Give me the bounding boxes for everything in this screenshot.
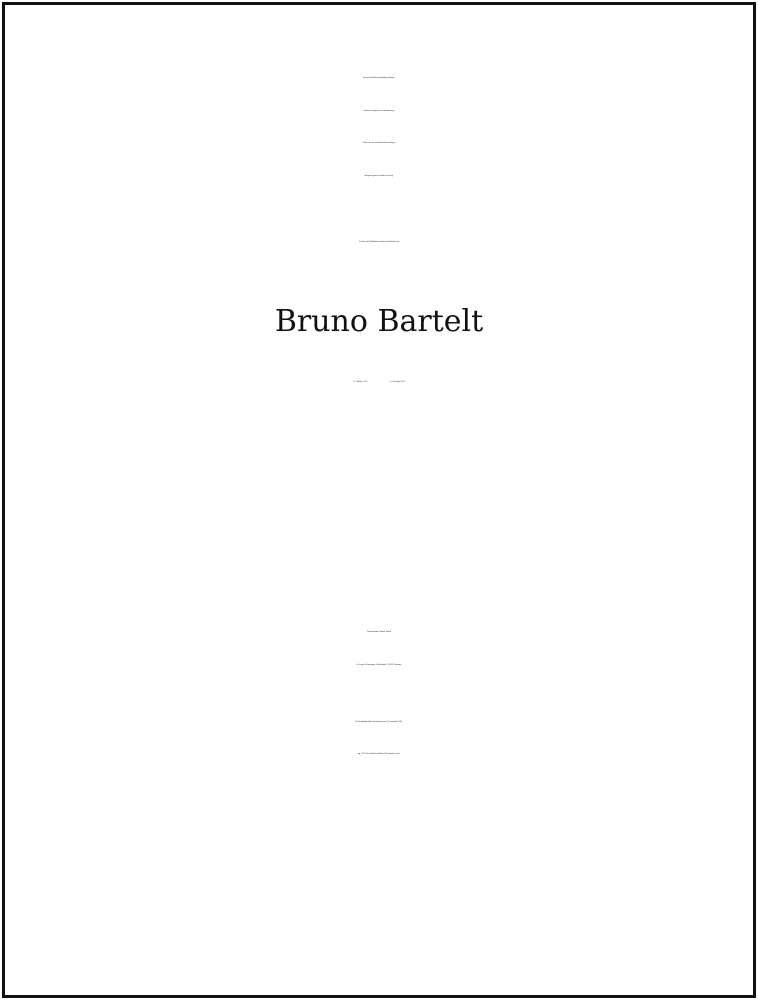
deceased-name: Bruno Bartelt (274, 304, 484, 339)
intro-text: In Liebe und Dankbarkeit nehmen wir Abschied von (359, 242, 399, 243)
thanks-note (5, 916, 753, 969)
funeral-line: Die Beerdigung findet am Samstag, dem 18. September 2021, (355, 722, 403, 723)
poem-line: und ganz gewiss an jedem neuen Tag. (364, 175, 394, 177)
birth-date: * 25. Oktober 1935 (352, 382, 368, 383)
donation-line (5, 839, 753, 866)
death-date: † 9. September 2021 (389, 382, 406, 383)
mourner-name (5, 477, 753, 507)
donation-line (5, 786, 753, 813)
address-line: c/o Lenger Bestattungen, Schloßstraße 2, 48612 Horstmar (356, 664, 402, 666)
poem-line: Von guten Mächten wunderbar geborgen, (363, 78, 395, 79)
mourner-name (5, 524, 753, 554)
funeral-info (5, 707, 753, 771)
donation-line (5, 813, 753, 840)
poem (5, 63, 753, 193)
obituary-frame (2, 2, 756, 998)
obituary-content (5, 5, 753, 995)
address-line: Traueranschrift: Familie Bartelt (366, 632, 392, 633)
thanks-line (5, 916, 753, 943)
poem-line: Gott ist bei uns am Abend und am Morgen (362, 143, 396, 144)
life-dates (5, 367, 753, 399)
condolence-address (5, 617, 753, 682)
funeral-line: um 11.00 Uhr auf dem Friedhof in Horstmar-Leer statt. (357, 754, 401, 755)
poem-line: erwarten wir getrost, was kommen mag. (363, 110, 395, 112)
donation-note (5, 786, 753, 892)
donation-line (5, 866, 753, 893)
thanks-line (5, 943, 753, 970)
